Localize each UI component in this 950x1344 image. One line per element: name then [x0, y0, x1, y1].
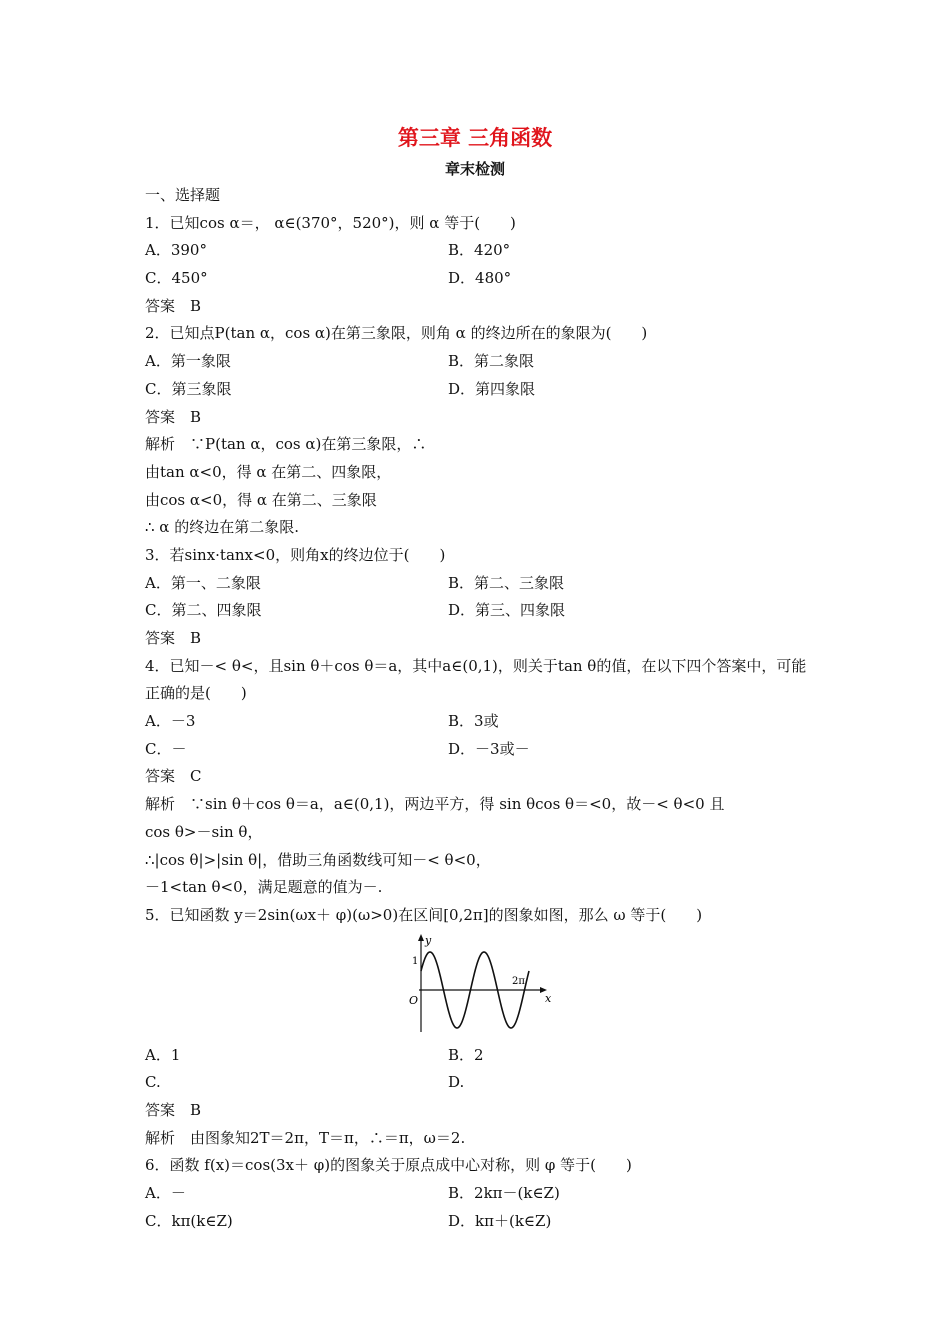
option-c: C．－: [145, 739, 187, 758]
origin-label: O: [409, 993, 419, 1007]
option-b: B．420°: [448, 241, 511, 260]
option-d: D．480°: [448, 269, 512, 288]
question-2-options-row-1: [145, 348, 810, 376]
question-5-solution-1: 解析 由图象知2T＝2π，T＝π，∴＝π，ω＝2.: [145, 1128, 466, 1147]
question-2-solution-1: 解析 ∵P(tan α，cos α)在第三象限，∴: [145, 435, 427, 454]
option-d: D．第三、四象限: [448, 601, 566, 620]
question-5-options-row-1: [145, 1042, 810, 1070]
sine-graph: [401, 930, 561, 1040]
question-2-options-row-2: [145, 376, 810, 404]
page-title: 第三章 三角函数: [397, 126, 553, 150]
question-5-options-row-2: [145, 1069, 810, 1097]
option-a: A．第一、二象限: [145, 573, 261, 592]
question-4-options-row-2: [145, 736, 810, 764]
option-b: B．2: [448, 1045, 484, 1064]
option-c: C.: [145, 1073, 161, 1092]
question-6-options-row-1: [145, 1180, 810, 1208]
question-3-options-row-2: [145, 597, 810, 625]
option-d: D.: [448, 1073, 465, 1092]
question-6-stem: 6．函数 f(x)＝cos(3x＋ φ)的图象关于原点成中心对称，则 φ 等于( ): [145, 1156, 632, 1175]
question-2-solution-4: ∴ α 的终边在第二象限.: [145, 518, 299, 537]
question-1-options-row-2: [145, 265, 810, 293]
option-c: C．第三象限: [145, 379, 232, 398]
question-list: [145, 182, 810, 1235]
question-5-stem: 5．已知函数 y＝2sin(ωx＋ φ)(ω>0)在区间[0,2π]的图象如图，那么 ω 等于( ): [145, 905, 703, 924]
x-axis-label: x: [545, 991, 552, 1005]
question-6-options-row-2: [145, 1208, 810, 1236]
question-2-answer: 答案 B: [145, 407, 202, 426]
question-4-solution-1: 解析 ∵sin θ＋cos θ＝a，a∈(0,1)，两边平方，得 sin θcos θ＝<0，故－< θ<0 且: [145, 795, 725, 814]
question-4-answer: 答案 C: [145, 767, 202, 786]
option-b: B．第二、三象限: [448, 573, 565, 592]
question-2-solution-3: 由cos α<0，得 α 在第二、三象限: [145, 490, 377, 509]
option-a: A．1: [145, 1045, 181, 1064]
x-tick-label: 2π: [512, 975, 525, 987]
question-4-stem: 4．已知－< θ<，且sin θ＋cos θ＝a，其中a∈(0,1)，则关于tan θ的值，在以下四个答案中，可能正确的是( ): [145, 656, 807, 703]
option-c: C．450°: [145, 269, 208, 288]
question-4-solution-3: ∴|cos θ|>|sin θ|，借助三角函数线可知－< θ<0，: [145, 850, 491, 869]
y-axis-label: y: [425, 933, 432, 947]
question-4-solution-2: cos θ>－sin θ，: [145, 822, 263, 841]
option-d: D．kπ＋(k∈Z): [448, 1211, 552, 1230]
option-b: B．3或: [448, 712, 499, 731]
question-5-figure: [145, 930, 810, 1042]
option-d: D．第四象限: [448, 379, 536, 398]
option-b: B．2kπ－(k∈Z): [448, 1184, 560, 1203]
option-a: A．390°: [145, 241, 207, 260]
option-d: D．－3或－: [448, 739, 530, 758]
question-3-answer: 答案 B: [145, 629, 202, 647]
option-c: C．第二、四象限: [145, 601, 262, 620]
question-5-answer: 答案 B: [145, 1100, 202, 1119]
question-4-solution-4: －1<tan θ<0，满足题意的值为－.: [145, 878, 383, 897]
y-axis-arrow: [418, 934, 424, 941]
question-4-options-row-1: [145, 708, 810, 736]
section-heading: 一、选择题: [145, 186, 221, 204]
option-c: C．kπ(k∈Z): [145, 1211, 233, 1230]
question-2-stem: 2．已知点P(tan α，cos α)在第三象限，则角 α 的终边所在的象限为( ): [145, 324, 648, 343]
option-a: A．第一象限: [145, 352, 231, 371]
question-1-stem: 1．已知cos α＝， α∈(370°，520°)，则 α 等于( ): [145, 213, 516, 232]
option-a: A．－: [145, 1184, 186, 1203]
question-1-options-row-1: [145, 237, 810, 265]
question-3-stem: 3．若sinx·tanx<0，则角x的终边位于( ): [145, 545, 446, 564]
y-tick-label: 1: [412, 955, 419, 967]
question-2-solution-2: 由tan α<0，得 α 在第二、四象限，: [145, 462, 392, 481]
option-b: B．第二象限: [448, 352, 535, 371]
question-1-answer: 答案 B: [145, 296, 202, 315]
question-3-options-row-1: [145, 570, 810, 598]
page-subtitle: 章末检测: [444, 160, 505, 178]
option-a: A．－3: [145, 712, 196, 731]
